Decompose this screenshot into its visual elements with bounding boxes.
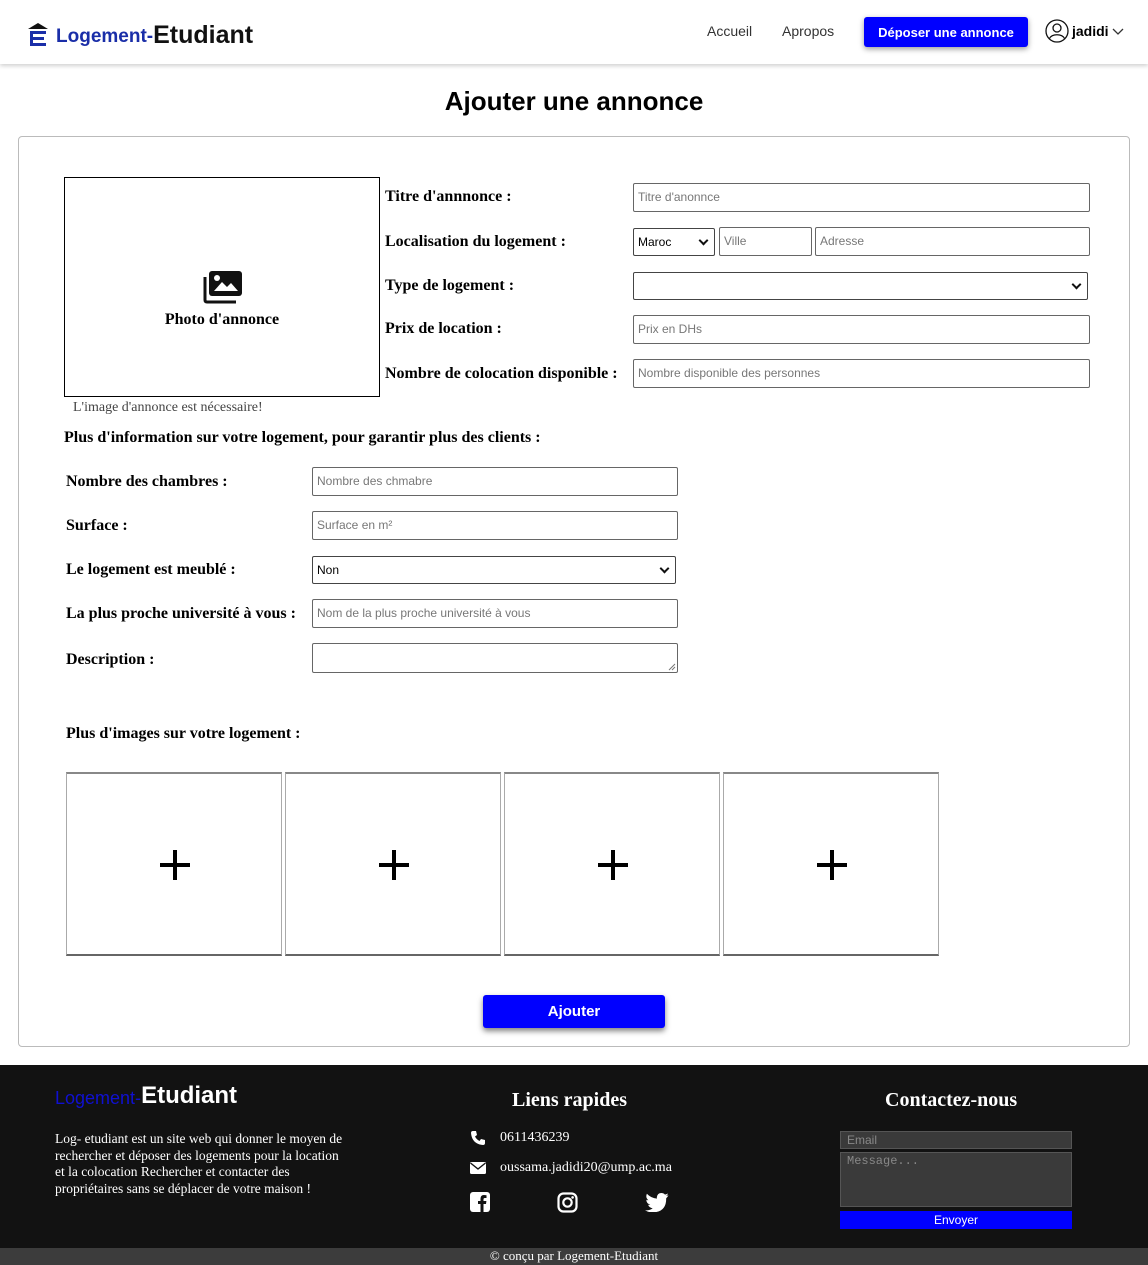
quick-links-title: Liens rapides bbox=[512, 1089, 628, 1111]
surface-input[interactable]: Surface en m² bbox=[312, 511, 678, 540]
envelope-icon bbox=[470, 1162, 486, 1174]
user-avatar-icon bbox=[1045, 19, 1069, 43]
chevron-down-icon bbox=[660, 563, 670, 573]
copyright: © conçu par Logement-Etudiant bbox=[0, 1248, 1148, 1265]
chevron-down-icon bbox=[699, 235, 709, 245]
page-title: Ajouter une annonce bbox=[444, 86, 704, 116]
chevron-down-icon bbox=[1072, 279, 1082, 289]
facebook-icon[interactable] bbox=[470, 1192, 490, 1212]
more-images-title: Plus d'images sur votre logement : bbox=[66, 725, 301, 742]
footer-logo-part2: Etudiant bbox=[141, 1082, 238, 1109]
chambres-label: Nombre des chambres : bbox=[66, 473, 228, 490]
main-photo-upload[interactable] bbox=[64, 177, 380, 397]
footer-phone[interactable] bbox=[470, 1130, 569, 1146]
image-upload-slot[interactable] bbox=[66, 772, 282, 956]
titre-input[interactable]: Titre d'anonnce bbox=[633, 183, 1090, 212]
footer-email[interactable] bbox=[470, 1160, 672, 1176]
nav-link-apropos[interactable]: Apropos bbox=[782, 23, 835, 39]
titre-label: Titre d'annnonce : bbox=[385, 188, 512, 205]
chevron-down-icon bbox=[1112, 26, 1124, 36]
username: jadidi bbox=[1072, 23, 1109, 39]
email-address: oussama.jadidi20@ump.ac.ma bbox=[500, 1160, 672, 1175]
description-textarea[interactable] bbox=[312, 643, 678, 673]
surface-label: Surface : bbox=[66, 517, 128, 534]
images-icon bbox=[202, 270, 244, 304]
meuble-value: Non bbox=[317, 563, 340, 577]
house-logo-icon bbox=[28, 22, 48, 48]
description-label: Description : bbox=[66, 651, 155, 668]
photo-required-note: L'image d'annonce est nécessaire! bbox=[73, 400, 263, 415]
prix-input[interactable]: Prix en DHs bbox=[633, 315, 1090, 344]
instagram-icon[interactable] bbox=[557, 1192, 578, 1213]
localisation-label: Localisation du logement : bbox=[385, 233, 566, 250]
contact-title: Contactez-nous bbox=[885, 1089, 1018, 1111]
adresse-input[interactable]: Adresse bbox=[815, 227, 1090, 256]
image-upload-slot[interactable] bbox=[723, 772, 939, 956]
plus-icon bbox=[830, 850, 834, 880]
logo-text-part1: Logement- bbox=[56, 26, 154, 47]
envoyer-button[interactable]: Envoyer bbox=[840, 1211, 1072, 1229]
footer-logo[interactable] bbox=[55, 1083, 237, 1109]
prix-label: Prix de location : bbox=[385, 320, 502, 337]
ville-input[interactable]: Ville bbox=[719, 227, 812, 256]
footer-logo-part1: Logement- bbox=[55, 1088, 142, 1108]
universite-label: La plus proche université à vous : bbox=[66, 605, 296, 622]
logo-text-part2: Etudiant bbox=[153, 21, 254, 49]
colocation-input[interactable]: Nombre disponible des personnes bbox=[633, 359, 1090, 388]
photo-label: Photo d'annonce bbox=[164, 311, 280, 328]
chambres-input[interactable]: Nombre des chmabre bbox=[312, 467, 678, 496]
type-logement-select[interactable] bbox=[633, 272, 1088, 300]
type-logement-label: Type de logement : bbox=[385, 277, 515, 294]
twitter-icon[interactable] bbox=[645, 1193, 669, 1212]
universite-input[interactable]: Nom de la plus proche université à vous bbox=[312, 599, 678, 628]
image-upload-slot[interactable] bbox=[285, 772, 501, 956]
navbar bbox=[0, 0, 1148, 64]
colocation-label: Nombre de colocation disponible : bbox=[385, 365, 618, 382]
more-info-title: Plus d'information sur votre logement, pour garantir plus des clients : bbox=[64, 429, 541, 446]
resize-handle-icon[interactable] bbox=[668, 663, 676, 671]
footer-description: Log- etudiant est un site web qui donner le moyen de rechercher et déposer des logements pour la location et la colocation Rechercher et contacter des propriétaires sans se déplacer de votre maison ! bbox=[55, 1131, 343, 1196]
footer-message-textarea[interactable]: Message... bbox=[840, 1152, 1072, 1207]
deposer-annonce-button[interactable]: Déposer une annonce bbox=[864, 17, 1028, 47]
user-menu[interactable] bbox=[1045, 19, 1127, 43]
meuble-select[interactable] bbox=[312, 556, 676, 584]
pays-select[interactable] bbox=[633, 228, 715, 256]
phone-number: 0611436239 bbox=[500, 1130, 570, 1145]
nav-link-accueil[interactable]: Accueil bbox=[707, 23, 753, 39]
image-upload-slot[interactable] bbox=[504, 772, 720, 956]
site-logo[interactable] bbox=[28, 16, 253, 48]
ajouter-button[interactable]: Ajouter bbox=[483, 995, 665, 1028]
plus-icon bbox=[392, 850, 396, 880]
phone-icon bbox=[470, 1130, 486, 1146]
pays-value: Maroc bbox=[638, 235, 672, 249]
meuble-label: Le logement est meublé : bbox=[66, 561, 236, 578]
plus-icon bbox=[173, 850, 177, 880]
plus-icon bbox=[611, 850, 615, 880]
footer-email-input[interactable]: Email bbox=[840, 1131, 1072, 1149]
